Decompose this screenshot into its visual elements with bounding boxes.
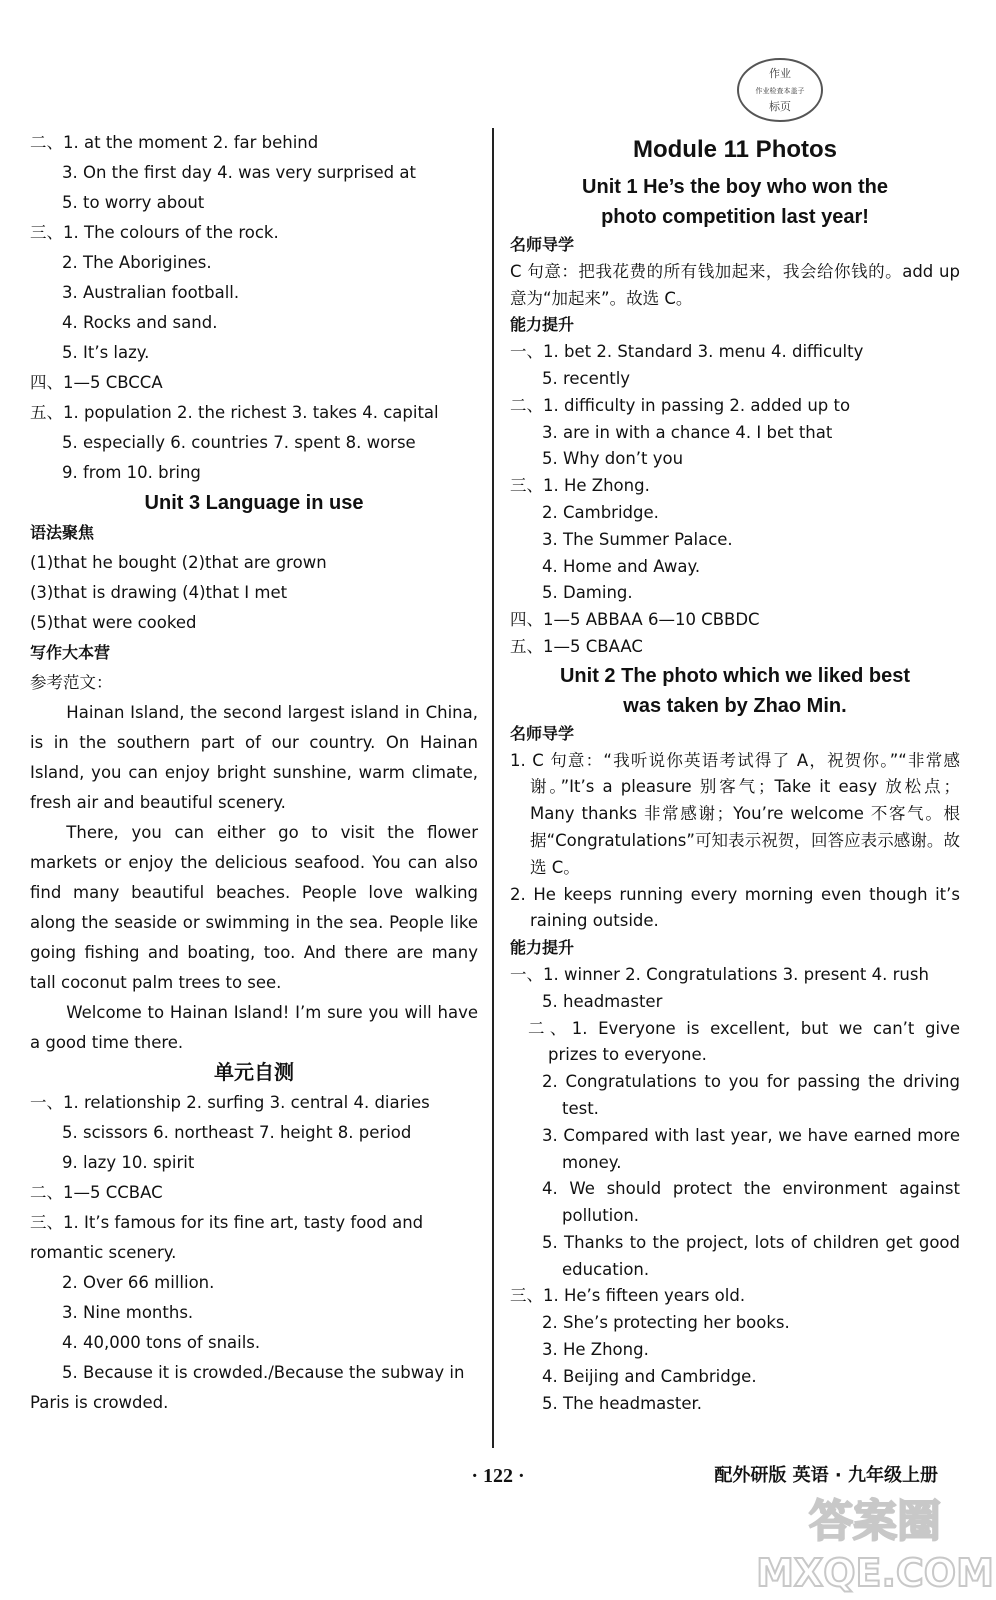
- answer-line: 9. lazy 10. spirit: [62, 1153, 195, 1172]
- answer-line: 5. Why don’t you: [542, 449, 684, 469]
- answer-line: 四、1—5 ABBAA 6—10 CBBDC: [510, 610, 760, 630]
- unit-heading: Unit 2 The photo which we liked best: [559, 664, 911, 687]
- answer-line: 5. especially 6. countries 7. spent 8. worse: [62, 433, 416, 452]
- answer-explanation: 1. C 句意：“我听说你英语考试得了 A，祝贺你。”“非常感谢。”It’s a pleasure 别客气；Take it easy 放松点；Many thanks 非常感谢；You’re welcome 不客气。根据“Congratulations”可知表示祝贺，回答应表示感谢。故选 C。: [510, 750, 960, 877]
- unit-heading: photo competition last year!: [601, 206, 869, 228]
- section-label: 名师导学: [510, 235, 575, 254]
- answer-line: 五、1. population 2. the richest 3. takes 4. capital: [30, 403, 439, 422]
- left-column: [30, 128, 478, 1418]
- page-number: · 122 ·: [471, 1465, 525, 1487]
- edition-label: 配外研版 英语 · 九年级上册: [714, 1465, 938, 1486]
- answer-line: 参考范文：: [30, 673, 113, 692]
- right-column: [510, 128, 960, 1417]
- answer-line: 4. Beijing and Cambridge.: [542, 1366, 757, 1386]
- answer-line: 4. Rocks and sand.: [62, 313, 218, 332]
- answer-explanation: 4. We should protect the environment against pollution.: [542, 1179, 960, 1226]
- answer-line: 二、1. difficulty in passing 2. added up to: [510, 395, 851, 415]
- column-divider: [492, 128, 494, 1448]
- answer-line: 五、1—5 CBAAC: [510, 636, 643, 656]
- answer-line: 2. The Aborigines.: [62, 253, 212, 272]
- answer-line: 三、1. He’s fifteen years old.: [510, 1286, 746, 1306]
- answer-explanation: C 句意：把我花费的所有钱加起来，我会给你钱的。add up 意为“加起来”。故选 C。: [510, 261, 960, 308]
- essay-paragraph: Hainan Island, the second largest island in China, is in the southern part of our country. On Hainan Island, you can enjoy bright sunshine, warm climate, fresh air and beautiful scenery.: [30, 703, 478, 812]
- answer-line: 5. headmaster: [542, 991, 663, 1011]
- answer-line: 3. The Summer Palace.: [542, 529, 733, 549]
- answer-line: 5. to worry about: [62, 193, 205, 212]
- answer-line: romantic scenery.: [30, 1243, 177, 1262]
- answer-line: 3. He Zhong.: [542, 1340, 649, 1360]
- answer-line: 5. Daming.: [542, 583, 633, 603]
- answer-line: 5. It’s lazy.: [62, 343, 150, 362]
- answer-line: 2. She’s protecting her books.: [542, 1313, 790, 1333]
- answer-line: (1)that he bought (2)that are grown: [30, 553, 327, 572]
- answer-line: 3. are in with a chance 4. I bet that: [542, 422, 833, 442]
- answer-line: Paris is crowded.: [30, 1393, 169, 1412]
- watermark-logo: [756, 1488, 994, 1596]
- unit-heading: was taken by Zhao Min.: [623, 694, 847, 717]
- section-label: 写作大本营: [30, 643, 111, 662]
- inspection-stamp: [735, 55, 825, 125]
- answer-line: 二、1—5 CCBAC: [30, 1183, 163, 1202]
- answer-line: 2. Over 66 million.: [62, 1273, 215, 1292]
- answer-line: (3)that is drawing (4)that I met: [30, 583, 288, 602]
- answer-line: 一、1. relationship 2. surfing 3. central 4. diaries: [30, 1093, 430, 1112]
- stamp-line1: 作业: [769, 67, 791, 80]
- answer-line: 三、1. It’s famous for its fine art, tasty food and: [30, 1213, 424, 1232]
- answer-line: 二、1. at the moment 2. far behind: [30, 133, 319, 152]
- section-label: 名师导学: [510, 723, 575, 743]
- answer-line: 5. The headmaster.: [542, 1393, 703, 1413]
- section-label: 能力提升: [510, 315, 575, 335]
- watermark-line1: 答案圈: [809, 1496, 941, 1547]
- answer-line: 5. Because it is crowded./Because the subway in: [62, 1363, 465, 1382]
- answer-line: 一、1. bet 2. Standard 3. menu 4. difficulty: [510, 342, 864, 362]
- essay-paragraph: Welcome to Hainan Island! I’m sure you will have a good time there.: [30, 1003, 478, 1052]
- answer-explanation: 3. Compared with last year, we have earned more money.: [542, 1125, 960, 1172]
- unit-heading: Unit 1 He’s the boy who won the: [582, 176, 888, 198]
- section-label: 能力提升: [510, 938, 575, 958]
- answer-explanation: 5. Thanks to the project, lots of children get good education.: [542, 1232, 960, 1279]
- answer-explanation: 二、1. Everyone is excellent, but we can’t give prizes to everyone.: [528, 1018, 960, 1065]
- stamp-line2: 作业检查本盖子: [755, 87, 805, 95]
- answer-line: 4. 40,000 tons of snails.: [62, 1333, 261, 1352]
- stamp-line3: 标页: [769, 100, 791, 113]
- answer-explanation: 2. Congratulations to you for passing the driving test.: [542, 1072, 960, 1118]
- answer-line: 三、1. The colours of the rock.: [30, 223, 279, 242]
- module-title: Module 11 Photos: [632, 136, 838, 163]
- answer-line: 四、1—5 CBCCA: [30, 373, 163, 392]
- answer-line: 5. recently: [542, 368, 631, 388]
- answer-line: 一、1. winner 2. Congratulations 3. present 4. rush: [510, 964, 929, 984]
- answer-line: (5)that were cooked: [30, 613, 197, 632]
- answer-explanation: 2. He keeps running every morning even though it’s raining outside.: [510, 884, 960, 931]
- answer-line: 9. from 10. bring: [62, 463, 201, 482]
- unit-heading: Unit 3 Language in use: [144, 492, 364, 514]
- answer-line: 5. scissors 6. northeast 7. height 8. period: [62, 1123, 412, 1142]
- unit-heading: 单元自测: [214, 1062, 294, 1084]
- answer-line: 3. On the first day 4. was very surprised at: [62, 163, 416, 182]
- watermark-line2: MXQE.COM: [756, 1551, 994, 1595]
- answer-line: 3. Nine months.: [62, 1303, 194, 1322]
- answer-line: 2. Cambridge.: [542, 502, 659, 522]
- section-label: 语法聚焦: [30, 523, 95, 542]
- answer-line: 4. Home and Away.: [542, 556, 701, 576]
- essay-paragraph: There, you can either go to visit the flower markets or enjoy the delicious seafood. You can also find many beautiful beaches. People love walking along the seaside or swimming in the sea. People like going fishing and boating, too. And there are many tall coconut palm trees to see.: [30, 823, 478, 992]
- answer-line: 3. Australian football.: [62, 283, 240, 302]
- answer-line: 三、1. He Zhong.: [510, 476, 650, 496]
